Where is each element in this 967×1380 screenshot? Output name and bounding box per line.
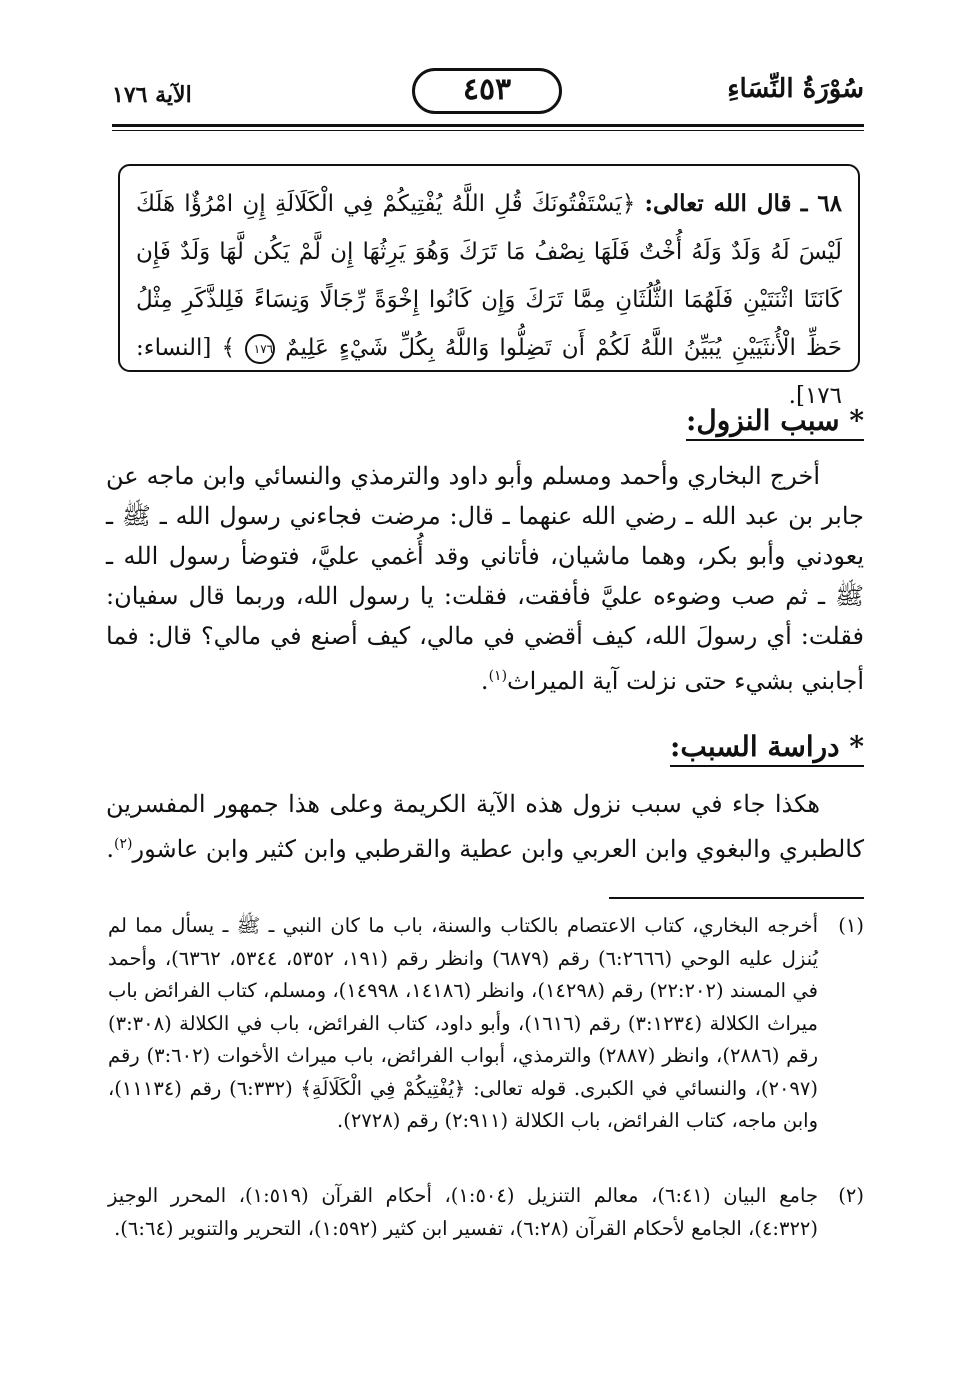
quran-verse-text: ﴿يَسْتَفْتُونَكَ قُلِ اللَّهُ يُفْتِيكُمْ فِي الْكَلَالَةِ إِنِ امْرُؤٌا هَلَكَ لَيْسَ لَهُ وَلَدٌ وَلَهُ أُخْتٌ فَلَهَا نِصْفُ مَا تَرَكَ وَهُوَ يَرِثُهَا إِن لَّمْ يَكُن لَّهَا وَلَدٌ فَإِن كَانَتَا اثْنَتَيْنِ فَلَهُمَا الثُّلُثَانِ مِمَّا تَرَكَ وَإِن كَانُوا إِخْوَةً رِّجَالًا وَنِسَاءً فَلِلذَّكَرِ مِثْلُ حَظِّ الْأُنثَيَيْنِ يُبَيِّنُ اللَّهُ لَكُمْ أَن تَضِلُّوا وَاللَّهُ بِكُلِّ شَيْءٍ عَلِيمٌ [136, 191, 842, 361]
section-heading-text: * دراسة السبب: [670, 730, 864, 763]
paragraph-text: أخرج البخاري وأحمد ومسلم وأبو داود والترمذي والنسائي وابن ماجه عن جابر بن عبد الله ـ رضي الله عنهما ـ قال: مرضت فجاءني رسول الله ـ ﷺ ـ يعودني وأبو بكر، وهما ماشيان، فأتاني وقد أُغمي عليَّ، فتوضأ رسول الله ـ ﷺ ـ ثم صب وضوءه عليَّ فأفقت، فقلت: يا رسول الله، وربما قال سفيان: فقلت: أي رسولَ الله، كيف أقضي في مالي، كيف أصنع في مالي؟ قال: فما أجابني بشيء حتى نزلت آية الميراث [106, 462, 864, 695]
section-heading-text: * سبب النزول: [686, 404, 864, 437]
surah-name: سُوْرَةُ النِّسَاءِ [727, 74, 864, 104]
paragraph-text: هكذا جاء في سبب نزول هذه الآية الكريمة وعلى هذا جمهور المفسرين كالطبري والبغوي وابن العربي وابن عطية والقرطبي وابن كثير وابن عاشور [106, 790, 864, 863]
footnote-number: (٢) [838, 1184, 864, 1207]
footnote-text: جامع البيان (٦:٤١)، معالم التنزيل (١:٥٠٤)، أحكام القرآن (١:٥١٩)، المحرر الوجيز (٤:٣٢٢)، الجامع لأحكام القرآن (٦:٢٨)، تفسير ابن كثير (١:٥٩٢)، التحرير والتنوير (٦:٦٤). [108, 1184, 819, 1240]
footnote-reference[interactable]: (٢) [114, 836, 133, 852]
verse-intro: قال الله تعالى: [644, 190, 792, 217]
page-number: ٤٥٣ [412, 68, 562, 114]
verse-box-number: ٦٨ ـ [800, 190, 843, 217]
section-heading-cause-study [670, 730, 864, 767]
footnote-1 [108, 910, 864, 1138]
ayah-end-marker: ١٧٦ [245, 334, 275, 364]
header-rule-thin [112, 130, 864, 131]
paragraph-end: . [106, 835, 115, 863]
verse-citation: ﴾ [النساء: ١٧٦]. [136, 335, 842, 409]
verse-reference: الآية ١٧٦ [112, 82, 192, 108]
section-heading-revelation-cause [686, 404, 864, 441]
paragraph-end: . [480, 667, 489, 695]
verse-box [118, 164, 860, 409]
footnote-number: (١) [838, 914, 864, 937]
running-header [112, 60, 864, 130]
footnote-2 [108, 1180, 864, 1245]
paragraph-revelation-cause [106, 456, 864, 701]
footnote-reference[interactable]: (١) [488, 668, 508, 684]
footnote-separator [609, 897, 864, 899]
heading-underline [686, 439, 864, 441]
footnote-text: أخرجه البخاري، كتاب الاعتصام بالكتاب والسنة، باب ما كان النبي ـ ﷺ ـ يسأل مما لم يُنزل عليه الوحي (٦:٢٦٦٦) رقم (٦٨٧٩) وانظر رقم (١٩١، ٥٣٥٢، ٥٣٤٤، ٦٣٦٢)، وأحمد في المسند (٢٢:٢٠٢) رقم (١٤٢٩٨)، وانظر (١٤١٨٦، ١٤٩٩٨)، ومسلم، كتاب الفرائض باب ميراث الكلالة (٣:١٢٣٤) رقم (١٦١٦)، وأبو داود، كتاب الفرائض، باب في الكلالة (٣:٣٠٨) رقم (٢٨٨٦)، وانظر (٢٨٨٧) والترمذي، أبواب الفرائض، باب ميراث الأخوات (٣:٦٠٢) رقم (٢٠٩٧)، والنسائي في الكبرى. قوله تعالى: ﴿يُفْتِيكُمْ فِي الْكَلَالَةِ﴾ (٦:٣٣٢) رقم (١١١٣٤)، وابن ماجه، كتاب الفرائض، باب الكلالة (٢:٩١١) رقم (٢٧٢٨). [108, 914, 819, 1132]
header-rule [112, 124, 864, 127]
heading-underline [670, 765, 864, 767]
paragraph-cause-study [106, 784, 864, 869]
